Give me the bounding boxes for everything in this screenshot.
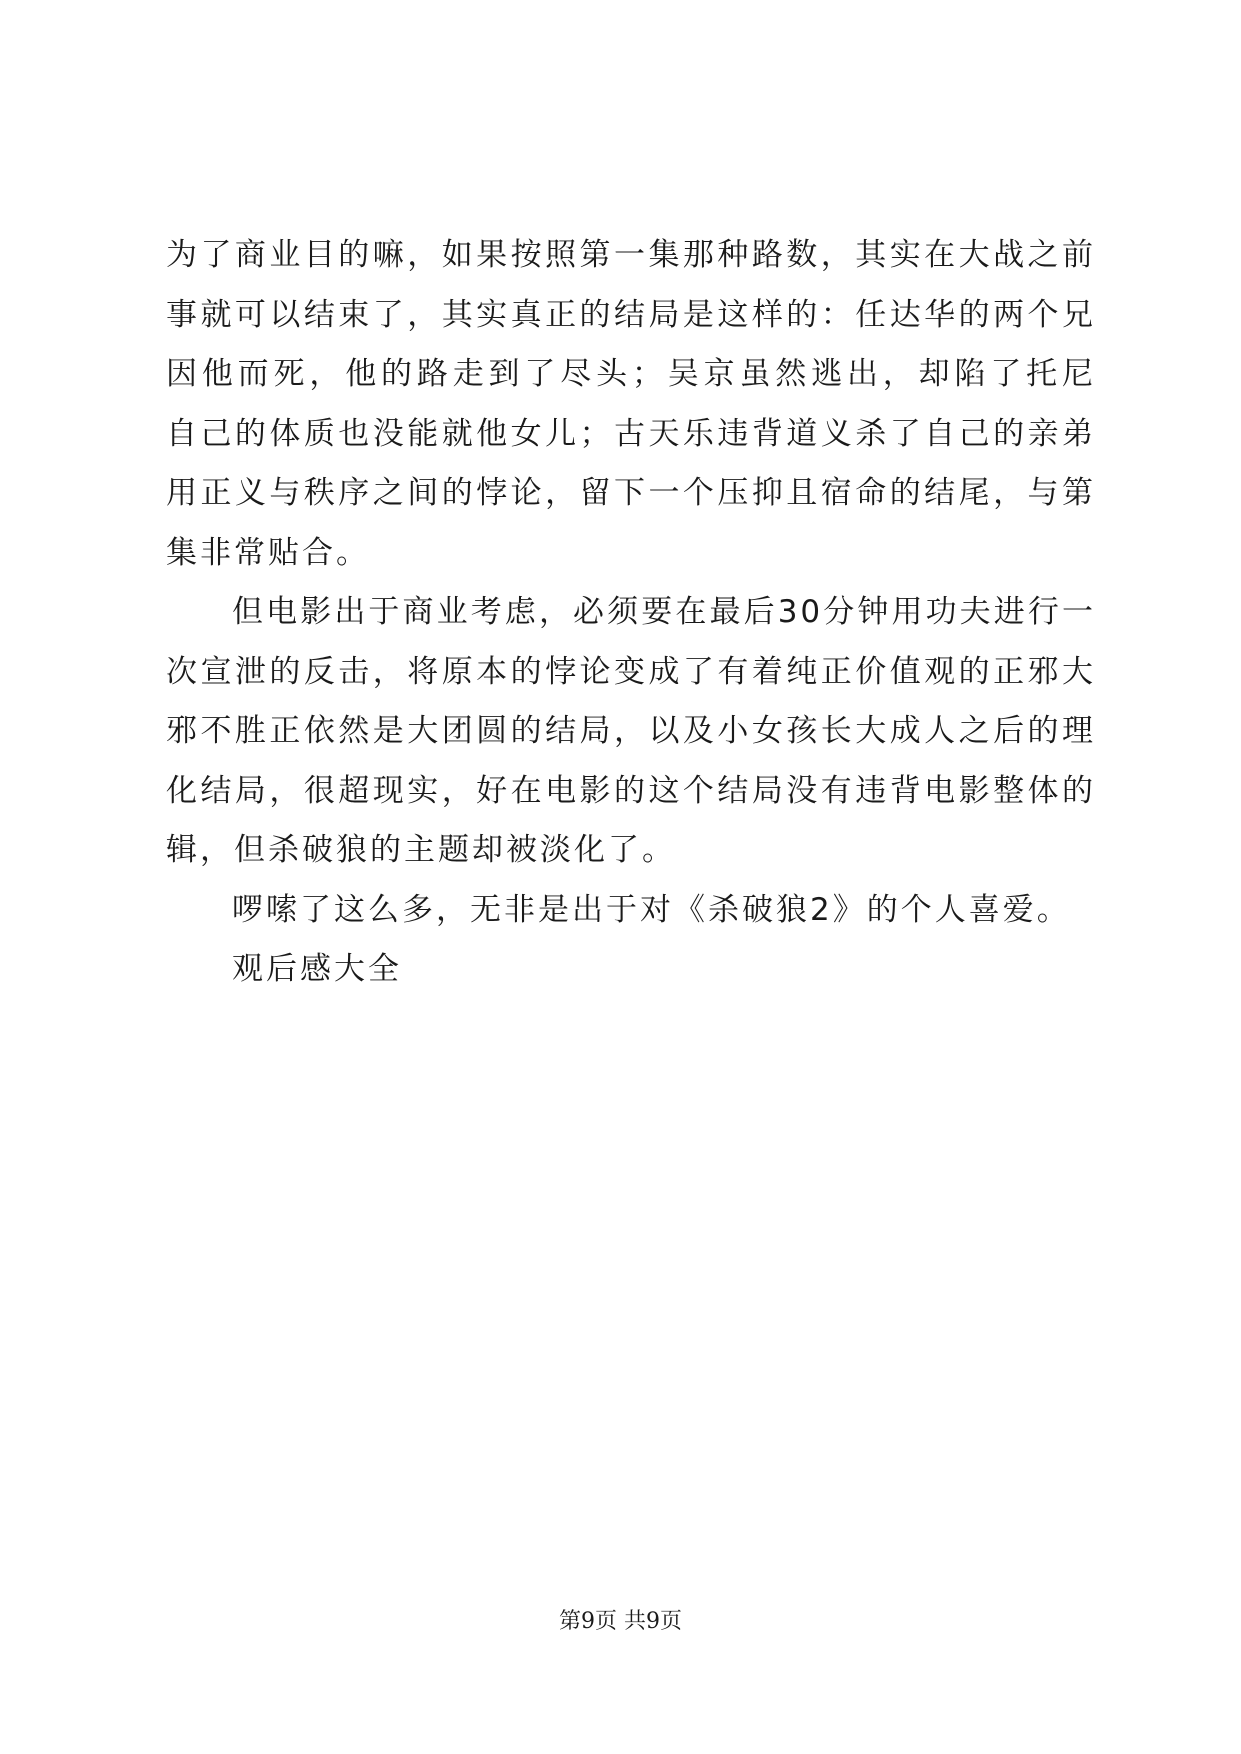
text-line: 邪不胜正依然是大团圆的结局，以及小女孩长大成人之后的理 xyxy=(166,713,1096,749)
page-footer: 第9页 共9页 xyxy=(559,1609,682,1634)
text-line: 集非常贴合。 xyxy=(166,534,370,571)
text-line: 啰嗦了这么多，无非是出于对《杀破狼2》的个人喜爱。 xyxy=(232,891,1071,928)
text-line: 为了商业目的嘛，如果按照第一集那种路数，其实在大战之前 xyxy=(166,237,1096,273)
text-line: 化结局，很超现实，好在电影的这个结局没有违背电影整体的 xyxy=(166,772,1096,809)
text-line: 自己的体质也没能就他女儿；古天乐违背道义杀了自己的亲弟 xyxy=(166,415,1096,452)
text-line: 次宣泄的反击，将原本的悖论变成了有着纯正价值观的正邪大 xyxy=(166,653,1096,690)
text-line: 事就可以结束了，其实真正的结局是这样的：任达华的两个兄 xyxy=(166,296,1096,333)
text-line: 用正义与秩序之间的悖论，留下一个压抑且宿命的结尾，与第 xyxy=(166,475,1096,511)
text-line: 观后感大全 xyxy=(232,951,402,987)
body-text xyxy=(166,226,1096,1000)
text-line: 辑，但杀破狼的主题却被淡化了。 xyxy=(166,832,676,868)
text-line: 但电影出于商业考虑，必须要在最后30分钟用功夫进行一 xyxy=(232,594,1096,630)
text-line: 因他而死，他的路走到了尽头；吴京虽然逃出，却陷了托尼 xyxy=(166,356,1096,392)
